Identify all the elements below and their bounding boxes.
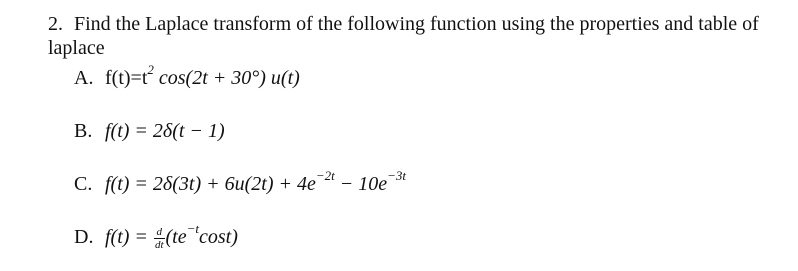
item-c [74, 168, 407, 196]
item-d [74, 221, 238, 251]
item-d-frac-numerator: d [154, 226, 165, 239]
item-d-rhs-exp: −t [186, 221, 199, 237]
item-b [74, 119, 225, 143]
item-a [74, 62, 300, 90]
item-d-lhs: f(t) = [105, 226, 153, 248]
item-d-letter: D. [74, 226, 94, 248]
item-a-letter: A. [74, 67, 94, 89]
item-c-letter: C. [74, 173, 93, 195]
question-number: 2. [48, 13, 63, 35]
item-a-body: cos(2t + 30°) u(t) [158, 67, 300, 89]
item-a-prefix-exp: 2 [147, 62, 154, 78]
item-d-derivative-fraction [154, 226, 165, 251]
item-b-expression: f(t) = 2δ(t − 1) [105, 120, 225, 142]
item-d-rhs-open: (te [165, 226, 187, 248]
item-d-rhs-close: cost) [198, 226, 238, 248]
item-a-prefix: f(t)=t [105, 67, 148, 89]
item-c-base: f(t) = 2δ(3t) + 6u(2t) + 4e [105, 173, 316, 195]
item-c-mid: − 10e [334, 173, 388, 195]
item-c-exp1: −2t [315, 168, 335, 184]
item-c-exp2: −3t [387, 168, 407, 184]
item-b-letter: B. [74, 120, 93, 142]
item-d-frac-denominator: dt [154, 238, 164, 251]
question-header [48, 12, 788, 60]
question-text: Find the Laplace transform of the following function using the properties and table of laplace [48, 13, 759, 59]
